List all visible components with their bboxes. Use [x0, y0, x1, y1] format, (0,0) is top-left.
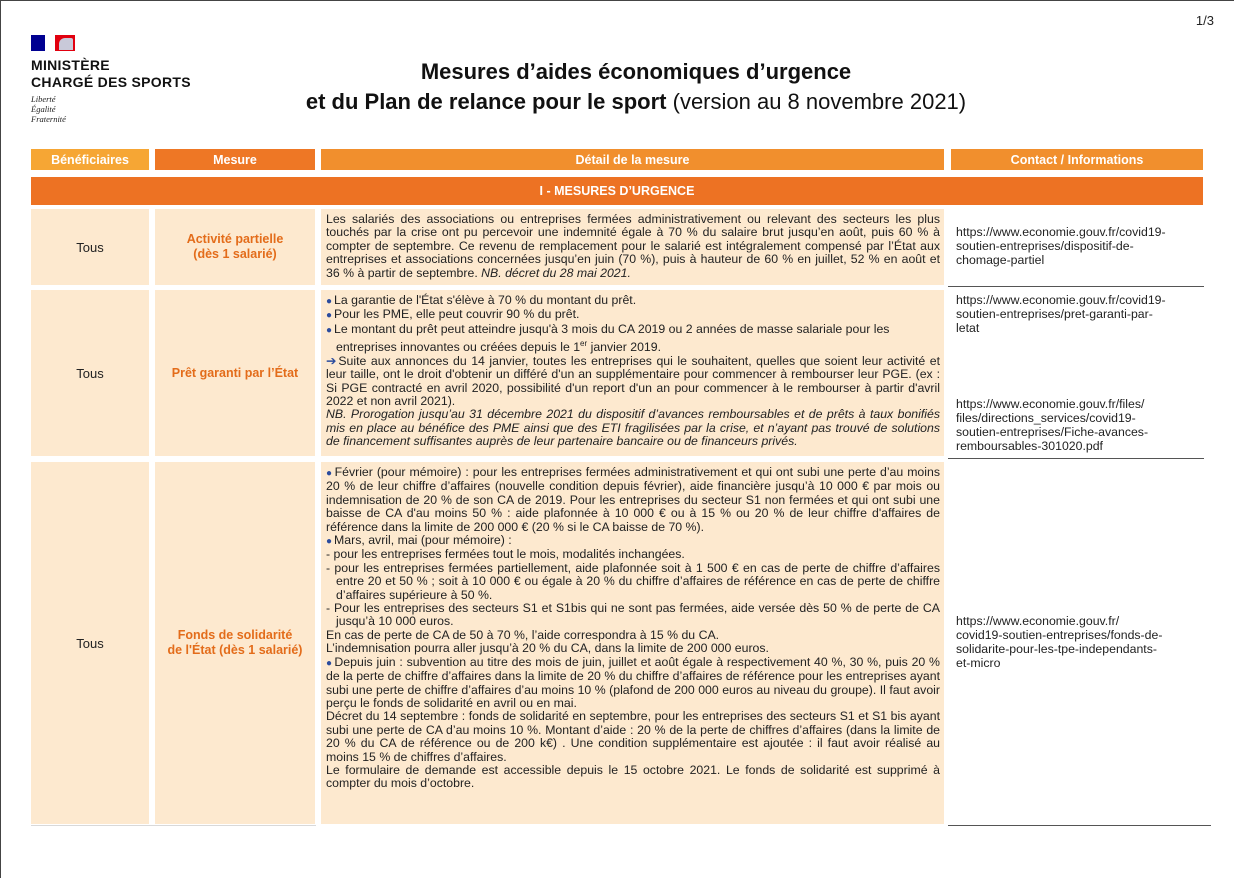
section-title: I - MESURES D’URGENCE	[31, 177, 1203, 205]
row2-mesure: Prêt garanti par l’État	[155, 290, 315, 456]
ministry-logo	[31, 35, 231, 124]
row1-contact-divider	[948, 286, 1204, 287]
row1-detail: Les salariés des associations ou entreprises fermées administrativement ou relevant des secteurs les plus touchés par la crise ont pu percevoir une indemnité égale à 70 % du salaire brut jusqu’en août, puis 60 % à compter de septembre. Ce revenu de remplacement pour le salarié est intégralement compensé par l’État aux entreprises et associations concernées jusqu’en juin (70 %), puis à hauteur de 60 % en juillet, 52 % en août et 36 % à partir de septembre. NB. décret du 28 mai 2021.	[321, 209, 944, 285]
arrow-right-icon: ➔	[326, 353, 337, 368]
row3-bottom-divider	[31, 825, 316, 826]
header-mesure: Mesure	[155, 149, 315, 170]
row1-beneficiaires: Tous	[31, 209, 149, 285]
bullet-icon: ●	[326, 468, 333, 479]
bullet-icon: ●	[326, 324, 333, 336]
row2-contact-link-1[interactable]: https://www.economie.gouv.fr/covid19- soutien-entreprises/pret-garanti-par- letat	[956, 293, 1166, 335]
page-number: 1/3	[1195, 13, 1214, 28]
row3-contact-link[interactable]: https://www.economie.gouv.fr/ covid19-soutien-entreprises/fonds-de- solidarite-pour-les-tpe-independants- et-micro	[956, 614, 1163, 670]
document-title: Mesures d’aides économiques d’urgence et du Plan de relance pour le sport (version au 8 novembre 2021)	[305, 59, 967, 114]
header-contact: Contact / Informations	[951, 149, 1203, 170]
row3-detail: ● Février (pour mémoire) : pour les entreprises fermées administrativement et qui ont subi une perte d’au moins 20 % de leur chiffre d’affaires (nouvelle condition depuis février), aide financière jusqu’à 10 000 € par mois ou indemnisation de 20 % de son CA de 2019. Pour les entreprises du secteur S1 non fermées et qui ont subi une baisse de CA d'au moins 50 % : aide plafonnée à 10 000 € ou à 15 % ou 20 % de leur chiffre d'affaires de référence dans la limite de 200 000 € (20 % si le CA baisse de 70 %). ● Mars, avril, mai (pour mémoire) : - pour les entreprises fermées tout le mois, modalités inchangées. - pour les entreprises fermées partiellement, aide plafonnée soit à 1 500 € en cas de perte de chiffre d’affaires entre 20 et 50 % ; soit à 10 000 € ou égale à 20 % du chiffre d’affaires de référence en cas de perte de chiffre d’affaires supérieure à 50 %. - Pour les entreprises des secteurs S1 et S1bis qui ne sont pas fermées, aide versée dès 50 % de perte de CA jusqu’à 10 000 euros. En cas de perte de CA de 50 à 70 %, l’aide correspondra à 15 % du CA. L’indemnisation pourra aller jusqu’à 20 % du CA, dans la limite de 200 000 euros. ● Depuis juin : subvention au titre des mois de juin, juillet et août égale à respectivement 40 %, 30 %, puis 20 % de la perte de chiffre d’affaires dans la limite de 20 % du chiffre d’affaires de référence pour les entreprises ayant subi une perte de chiffre d’affaires d’au moins 10 % (plafond de 200 000 euros au niveau du groupe). Il faut avoir perçu le fonds de solidarité en avril ou en mai. Décret du 14 septembre : fonds de solidarité en septembre, pour les entreprises des secteurs S1 et S1 bis ayant subi une perte de CA d’au moins 10 %. Montant d’aide : 20 % de la perte de chiffres d’affaires (dans la limite de 20 % du CA de référence ou de 200 k€) . Une condition supplémentaire est ajoutée : il faut avoir réalisé au moins 15 % de chiffres d’affaires. Le formulaire de demande est accessible depuis le 15 octobre 2021. Le fonds de solidarité est supprimé à compter du mois d’octobre.	[321, 462, 944, 824]
bullet-icon: ●	[326, 536, 333, 548]
header-beneficiaires: Bénéficiaires	[31, 149, 149, 170]
row2-contact-divider	[948, 458, 1204, 459]
row2-contact-link-2[interactable]: https://www.economie.gouv.fr/files/ files/directions_services/covid19- soutien-entreprises/Fiche-avances- remboursables-301020.pdf	[956, 397, 1149, 453]
row3-mesure: Fonds de solidarité de l'État (dès 1 salarié)	[155, 462, 315, 824]
row2-beneficiaires: Tous	[31, 290, 149, 456]
row3-beneficiaires: Tous	[31, 462, 149, 824]
row1-contact-link[interactable]: https://www.economie.gouv.fr/covid19- soutien-entreprises/dispositif-de- chomage-partiel	[956, 225, 1166, 267]
row1-mesure: Activité partielle (dès 1 salarié)	[155, 209, 315, 285]
row2-detail: ● La garantie de l'État s'élève à 70 % du montant du prêt. ● Pour les PME, elle peut couvrir 90 % du prêt. ● Le montant du prêt peut atteindre jusqu'à 3 mois du CA 2019 ou 2 années de masse salariale pour les entreprises innovantes ou créées depuis le 1er janvier 2019. ➔ Suite aux annonces du 14 janvier, toutes les entreprises qui le souhaitent, quelles que soient leur activité et leur taille, ont le droit d'obtenir un différé d'un an supplémentaire pour commencer à rembourser leur PGE. (ex : Si PGE contracté en avril 2020, possibilité d'un report d'un an pour commencer à le rembourser à partir d'avril 2022 et non avril 2021). NB. Prorogation jusqu’au 31 décembre 2021 du dispositif d’avances remboursables et de prêts à taux bonifiés mis en place au bénéfice des PME ainsi que des ETI fragilisées par la crise, et n’ayant pas trouvé de solutions de financement suffisantes auprès de leur partenaire bancaire ou de financeurs privés.	[321, 290, 944, 456]
ministry-name: MINISTÈRE CHARGÉ DES SPORTS	[31, 57, 191, 90]
marianne-flag-icon	[31, 35, 75, 51]
republic-motto: Liberté Égalité Fraternité	[31, 94, 66, 124]
row3-contact-divider	[948, 825, 1211, 826]
bullet-icon: ●	[326, 296, 333, 307]
header-detail: Détail de la mesure	[321, 149, 944, 170]
bullet-icon: ●	[326, 310, 333, 322]
bullet-icon: ●	[326, 657, 333, 669]
